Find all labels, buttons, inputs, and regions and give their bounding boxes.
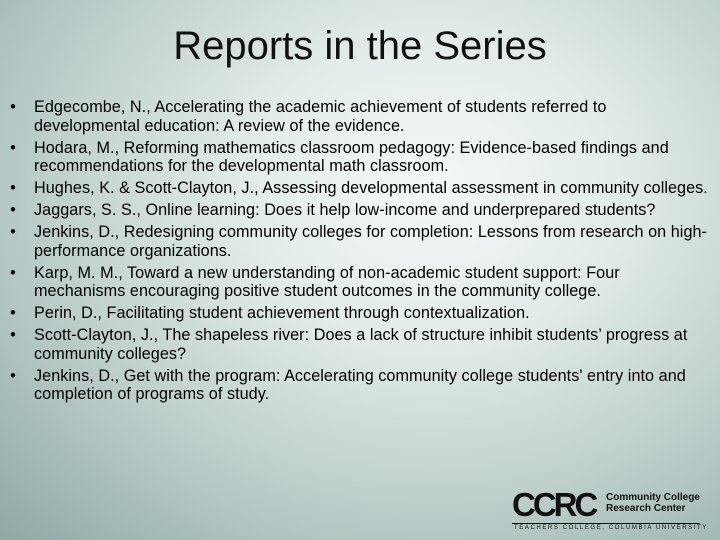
bullet-icon: • [10, 138, 16, 157]
bullet-icon: • [10, 263, 16, 282]
report-text: Jaggars, S. S., Online learning: Does it help low-income and underprepared students? [34, 201, 656, 220]
bullet-icon: • [10, 366, 16, 385]
report-list [6, 98, 714, 407]
logo-name-line2: Research Center [606, 503, 686, 514]
report-item [6, 223, 714, 260]
bullet-icon: • [10, 98, 16, 116]
report-item [6, 139, 714, 176]
ccrc-logo [512, 486, 708, 532]
bullet-icon: • [10, 179, 16, 198]
logo-divider [512, 523, 700, 524]
logo-name-line1: Community College [606, 492, 700, 503]
slide-title: Reports in the Series [173, 24, 547, 68]
logo-tagline: TEACHERS COLLEGE, COLUMBIA UNIVERSITY [514, 525, 708, 531]
report-text: Hughes, K. & Scott-Clayton, J., Assessing developmental assessment in community colleges. [34, 179, 708, 198]
bullet-icon: • [10, 222, 16, 241]
report-item [6, 179, 714, 198]
report-text: Perin, D., Facilitating student achievement through contextualization. [34, 304, 530, 323]
report-item [6, 304, 714, 323]
report-text: Jenkins, D., Get with the program: Accelerating community college students' entry into and completion of programs of study. [34, 366, 686, 404]
report-text: Hodara, M., Reforming mathematics classroom pedagogy: Evidence-based findings and recommendations for the developmental math classroom. [34, 138, 669, 176]
bullet-icon: • [10, 326, 16, 345]
bullet-icon: • [10, 201, 16, 220]
report-text: Scott-Clayton, J., The shapeless river: Does a lack of structure inhibit students’ progress at community colleges? [34, 326, 688, 363]
report-item [6, 98, 714, 135]
logo-name [606, 492, 700, 514]
logo-mark: CCRC [512, 486, 596, 523]
report-text: Jenkins, D., Redesigning community colleges for completion: Lessons from research on high-performance organizations. [34, 222, 707, 260]
report-item [6, 367, 714, 404]
bullet-icon: • [10, 304, 16, 323]
report-item [6, 264, 714, 301]
report-text: Edgecombe, N., Accelerating the academic achievement of students referred to developmental education: A review of the evidence. [34, 98, 607, 135]
report-text: Karp, M. M., Toward a new understanding of non-academic student support: Four mechanisms encouraging positive student outcomes in the community college. [34, 263, 620, 301]
report-item [6, 326, 714, 363]
report-item [6, 201, 714, 220]
